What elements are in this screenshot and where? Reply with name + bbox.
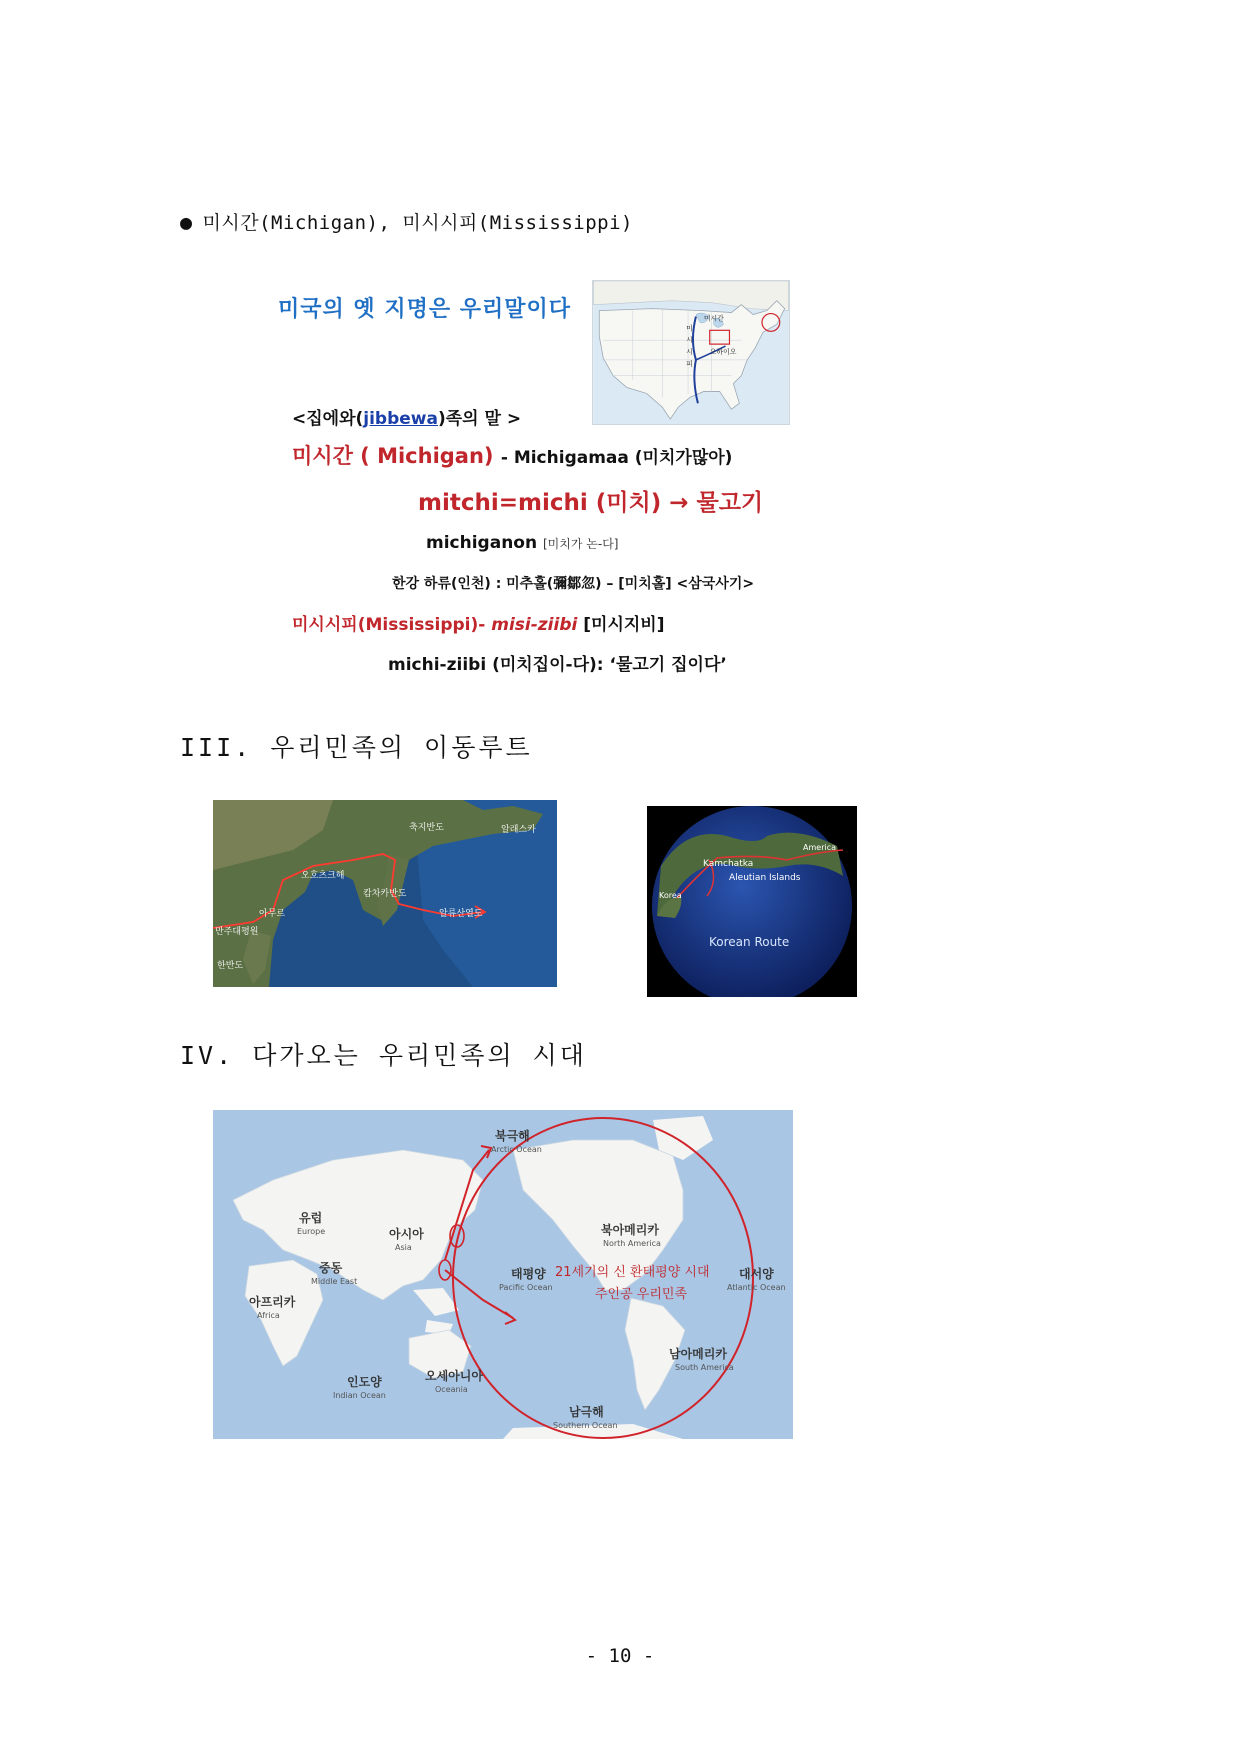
us-map-label-pi: 피 (686, 359, 693, 368)
asia-label-amur: 아무르 (259, 909, 286, 919)
us-map-graphic (593, 281, 789, 424)
asia-label-alaska: 알래스카 (501, 825, 536, 835)
world-label-indian-en: Indian Ocean (333, 1391, 386, 1400)
globe-label-america: America (803, 843, 836, 852)
jibbewa-prefix: <집에와( (292, 409, 364, 429)
us-map-label-mi: 미 (686, 324, 693, 333)
us-map-label-ohio: 오하이오 (709, 347, 737, 356)
michigan-black: - Michigamaa (미치가많아) (500, 448, 733, 468)
world-label-sa-ko: 남아메리카 (669, 1347, 727, 1361)
world-label-arctic-ko: 북극해 (495, 1129, 530, 1143)
world-label-oceania-en: Oceania (435, 1385, 468, 1394)
world-label-europe-ko: 유럽 (299, 1211, 323, 1225)
hangang-line: 한강 하류(인천) : 미추홀(彌鄒忽) – [미치홀] <삼국사기> (392, 576, 755, 592)
michigan-red: 미시간 ( Michigan) (292, 444, 494, 468)
world-label-sa-en: South America (675, 1363, 734, 1372)
asia-label-manchuria: 만주대평원 (215, 927, 259, 937)
world-label-asia-ko: 아시아 (389, 1227, 424, 1241)
world-map-graphic (213, 1110, 793, 1439)
world-label-era: 21세기의 신 환태평양 시대 (555, 1265, 710, 1280)
section-4-heading: IV. 다가오는 우리민족의 시대 (180, 1041, 587, 1070)
world-label-arctic-en: Arctic Ocean (491, 1145, 542, 1154)
world-label-atlantic-en: Atlantic Ocean (727, 1283, 786, 1292)
us-map (592, 280, 790, 425)
asia-route-map (213, 800, 557, 987)
asia-route-graphic (213, 800, 557, 987)
page-number: - 10 - (585, 1645, 655, 1667)
jibbewa-line (292, 404, 521, 429)
asia-label-aleutian: 알류산열도 (439, 909, 483, 919)
world-label-mideast-ko: 중동 (319, 1261, 343, 1275)
bullet-heading (180, 208, 633, 235)
mississippi-line (292, 610, 665, 635)
world-label-pacific-ko: 태평양 (511, 1267, 546, 1281)
world-label-asia-en: Asia (395, 1243, 412, 1252)
world-map (213, 1110, 793, 1439)
world-label-mideast-en: Middle East (311, 1277, 358, 1286)
mitchi-line: mitchi=michi (미치) → 물고기 (418, 490, 764, 516)
asia-label-kamchatka: 캄차카반도 (363, 889, 407, 899)
place-names-slide (270, 280, 790, 680)
us-map-label-michigan: 미시간 (703, 314, 724, 323)
world-label-atlantic-ko: 대서양 (739, 1267, 774, 1281)
bullet-dot: ● (180, 210, 193, 234)
michiganon-gloss: [미치가 논-다] (543, 537, 619, 551)
korean-route-globe (647, 806, 857, 997)
globe-graphic (647, 806, 857, 997)
slide-title: 미국의 옛 지명은 우리말이다 (278, 297, 572, 322)
mississippi-italic: misi-ziibi (491, 615, 578, 635)
world-label-oceania-ko: 오세아니아 (425, 1369, 483, 1383)
world-label-indian-ko: 인도양 (347, 1375, 382, 1389)
us-map-label-si2: 시 (686, 347, 693, 356)
mississippi-black: [미시지비] (583, 615, 665, 635)
ziibi-line: michi-ziibi (미치집이-다): ‘물고기 집이다’ (388, 655, 727, 675)
michiganon-word: michiganon (426, 533, 538, 553)
section-3-heading: III. 우리민족의 이동루트 (180, 733, 533, 762)
world-label-pacific-en: Pacific Ocean (499, 1283, 553, 1292)
globe-label-route: Korean Route (709, 935, 790, 949)
world-label-africa-ko: 아프리카 (249, 1295, 296, 1309)
world-label-europe-en: Europe (297, 1227, 326, 1236)
globe-label-korea: Korea (659, 891, 682, 900)
jibbewa-suffix: )족의 말 > (437, 409, 522, 429)
bullet-text: 미시간(Michigan), 미시시피(Mississippi) (202, 212, 633, 234)
world-label-southern-en: Southern Ocean (553, 1421, 618, 1430)
asia-label-okhotsk: 오호츠크해 (301, 871, 345, 881)
mississippi-red: 미시시피(Mississippi)- (292, 615, 486, 635)
world-label-africa-en: Africa (257, 1311, 280, 1320)
globe-label-kamchatka: Kamchatka (703, 859, 754, 869)
world-label-protagonist: 주인공 우리민족 (595, 1287, 688, 1302)
world-label-na-ko: 북아메리카 (601, 1223, 659, 1237)
asia-label-korea: 한반도 (217, 961, 244, 971)
asia-label-chukchi: 축지반도 (409, 823, 444, 833)
us-map-label-si: 시 (686, 336, 693, 345)
michigan-line (292, 440, 732, 470)
globe-label-aleutian: Aleutian Islands (729, 873, 801, 883)
michiganon-line (426, 533, 618, 553)
jibbewa-link[interactable]: jibbewa (363, 409, 438, 429)
world-label-na-en: North America (603, 1239, 661, 1248)
world-label-southern-ko: 남극해 (569, 1405, 604, 1419)
